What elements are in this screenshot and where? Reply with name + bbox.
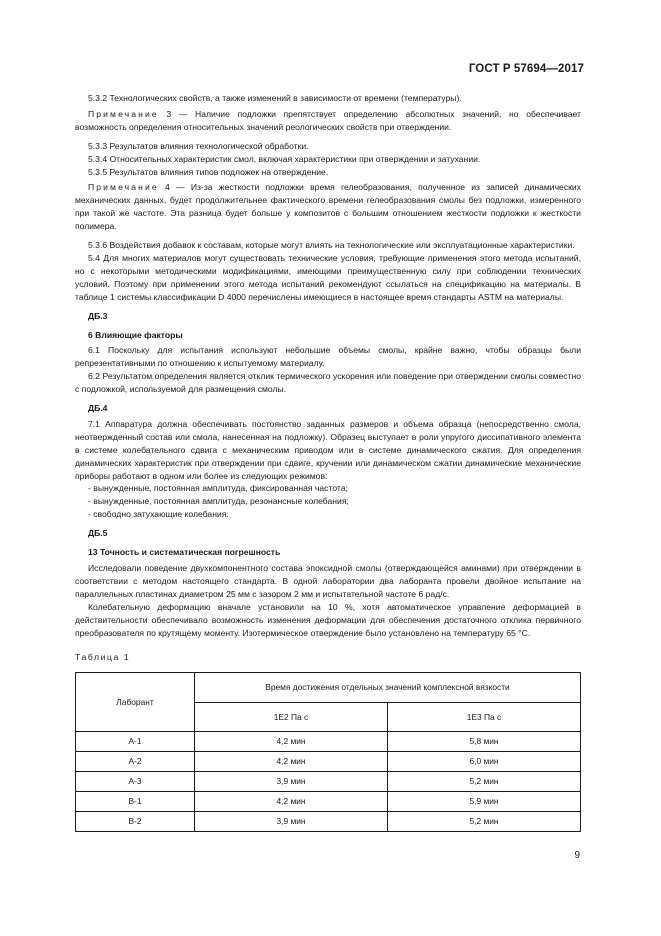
section-13-heading: 13 Точность и систематическая погрешность	[88, 547, 281, 558]
cell-laborant: В-1	[76, 792, 195, 812]
cell-laborant: А-2	[76, 752, 195, 772]
note-4-label: Примечание	[88, 182, 159, 193]
document-header-standard: ГОСТ Р 57694—2017	[468, 63, 584, 75]
paragraph-13-b: Колебательную деформацию вначале установили на 10 %, хотя автоматическое управление деформацией в действительности обеспечивало возможность изменения деформации для обеспечения достаточного отклика первичного преобразователя по крутящему моменту. Изотермическое отверждение было установлено на температуру 65 °С.	[75, 601, 581, 638]
page-number: 9	[574, 850, 580, 861]
paragraph-6-1: 6.1 Поскольку для испытания используют небольшие объемы смолы, крайне важно, чтобы образцы были репрезентативными по отношению к испытуемому материалу.	[75, 345, 581, 369]
paragraph-5-4: 5.4 Для многих материалов могут существовать технические условия, требующие применения этого метода испытаний, но с некоторыми методическими модификациями, имеющими преимущественную силу при соблюдении технических условий. Поэтому при применении этого метода испытаний рекомендуют ссылаться на спецификацию на материалы. В таблице 1 системы классификации D 4000 перечислены имеющиеся в настоящее время стандарты ASTM на материалы.	[75, 252, 581, 302]
paragraph-5-3-2: 5.3.2 Технологических свойств, а также изменений в зависимости от времени (температуры).	[88, 93, 462, 103]
note-3	[75, 108, 581, 134]
cell-1e2: 3,9 мин	[195, 812, 388, 832]
table-row	[76, 752, 581, 772]
modes-list	[75, 482, 581, 521]
list-item: - свободно затухающие колебания.	[75, 508, 581, 521]
cell-laborant: В-2	[76, 812, 195, 832]
table-row	[76, 772, 581, 792]
cell-1e3: 6,0 мин	[387, 752, 580, 772]
paragraph-6-2: 6.2 Результатом определения является отклик термического ускорения или поведение при отверждении смолы совместно с подложкой, используемой для размещения смолы.	[75, 371, 581, 395]
note-4	[75, 181, 581, 233]
cell-1e2: 4,2 мин	[195, 752, 388, 772]
note-4-text: 4 — Из-за жесткости подложки время гелеобразования, полученное из записей динамических механических данных, будет продолжительнее фактического времени гелеобразования смолы без подложки, измеренного при такой же частоте. Эта разница будет больше у композитов с большим отношением жесткости подложки к жесткости полимера.	[75, 182, 581, 232]
section-db5: ДБ.5	[88, 528, 108, 539]
column-header-1e3: 1E3 Па с	[387, 702, 580, 732]
column-header-laborant: Лаборант	[76, 673, 195, 732]
column-header-1e2: 1E2 Па с	[195, 702, 388, 732]
cell-1e3: 5,2 мин	[387, 812, 580, 832]
list-item: - вынужденные, постоянная амплитуда, резонансные колебания;	[75, 495, 581, 508]
section-db3: ДБ.3	[88, 310, 108, 321]
paragraph-13-a: Исследовали поведение двухкомпонентного состава эпоксидной смолы (отверждающейся аминами) при отверждении в соответствии с методом настоящего стандарта. В одной лаборатории два лаборанта провели двойное испытание на параллельных пластинах диаметром 25 мм с зазором 2 мм и испытательной частоте 6 рад/с.	[75, 563, 581, 599]
section-db4: ДБ.4	[88, 403, 108, 414]
results-table	[75, 672, 581, 832]
cell-1e2: 4,2 мин	[195, 732, 388, 752]
table-row	[76, 792, 581, 812]
table-caption: Таблица 1	[75, 652, 131, 663]
paragraph-5-3-4: 5.3.4 Относительных характеристик смол, включая характеристики при отверждении и затухании.	[88, 153, 481, 164]
cell-1e3: 5,9 мин	[387, 792, 580, 812]
paragraph-5-3-3: 5.3.3 Результатов влияния технологической обработки.	[88, 140, 309, 151]
document-body	[75, 92, 581, 832]
paragraph-5-3-6: 5.3.6 Воздействия добавок к составам, которые могут влиять на технологические или эксплуатационные характеристики.	[88, 240, 575, 251]
cell-1e2: 4,2 мин	[195, 792, 388, 812]
cell-1e2: 3,9 мин	[195, 772, 388, 792]
table-row	[76, 812, 581, 832]
table-row	[76, 732, 581, 752]
paragraph-7-1: 7.1 Аппаратура должна обеспечивать постоянство заданных размеров и объема образца (непосредственно смола, неотвержденный состав или смола, нанесенная на подложку). Образец выступает в роли упругого диссипативного элемента в системе колебательного сдвига с механическим приводом или в системе динамического сжатия. Для определения динамических характеристик при отверждении при сдвиге, кручении или динамическом сжатии динамические механические приборы работают в одном или более из следующих режимов:	[75, 418, 581, 481]
note-3-text: 3 — Наличие подложки препятствует определению абсолютных значений, но обеспечивает возможность определения относительных значений реологических свойств при отверждении.	[75, 108, 581, 132]
section-6-heading: 6 Влияющие факторы	[88, 329, 183, 340]
cell-1e3: 5,8 мин	[387, 732, 580, 752]
cell-laborant: А-3	[76, 772, 195, 792]
column-header-time-group: Время достижения отдельных значений комплексной вязкости	[195, 673, 581, 703]
note-3-label: Примечание	[88, 108, 159, 119]
paragraph-5-3-5: 5.3.5 Результатов влияния типов подложек на отверждение.	[88, 166, 329, 177]
cell-1e3: 5,2 мин	[387, 772, 580, 792]
cell-laborant: А-1	[76, 732, 195, 752]
list-item: - вынужденные, постоянная амплитуда, фиксированная частота;	[75, 482, 581, 495]
